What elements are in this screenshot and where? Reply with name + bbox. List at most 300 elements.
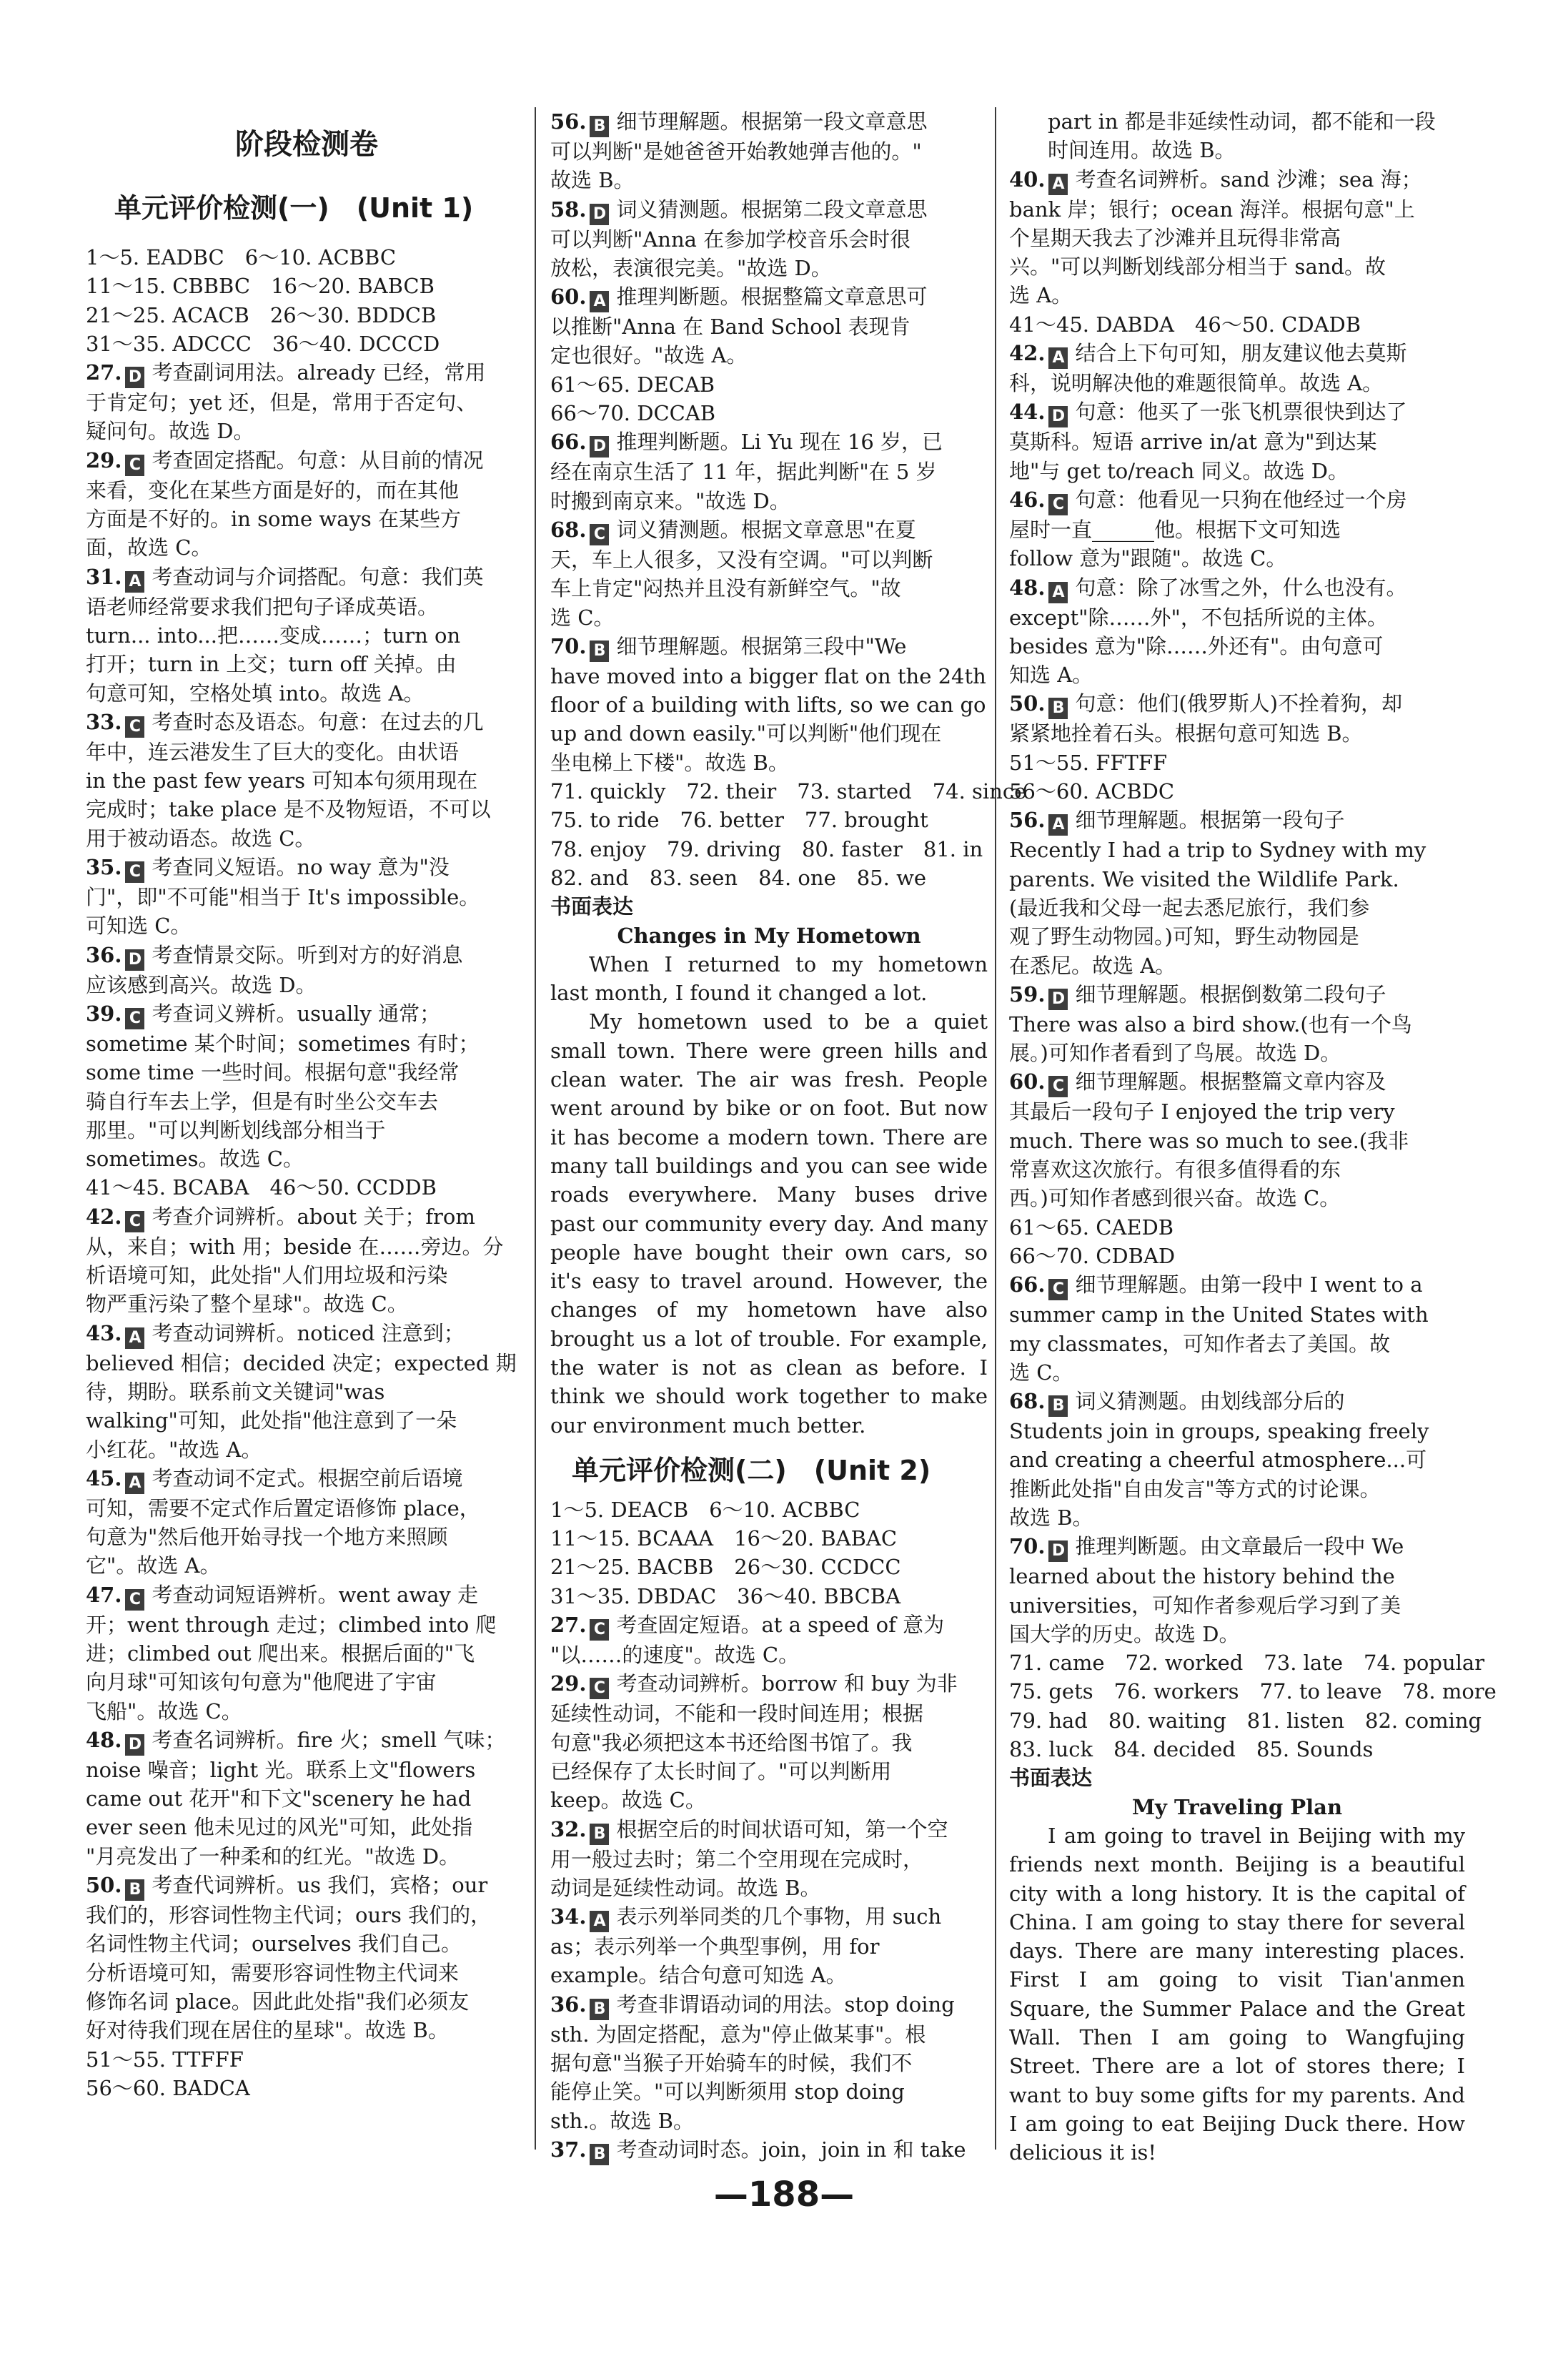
explanation-text: 结合上下句可知，朋友建议他去莫斯 [1075, 341, 1407, 366]
answer-letter-badge: C [125, 1008, 144, 1029]
question-number: 39. [86, 1001, 122, 1026]
explanation-text: 细节理解题。由第一段中 I went to a [1075, 1272, 1423, 1297]
explanation-text: 考查动词与介词搭配。句意：我们英 [152, 564, 484, 589]
answer-letter-badge: A [1048, 347, 1068, 369]
explanation-line: 句意"我必须把这本书还给图书馆了。我 [550, 1730, 913, 1755]
explanation-text: 句意：他看见一只狗在他经过一个房 [1075, 487, 1407, 512]
question-explanation [86, 563, 527, 708]
answer-line: 31～35. DBDAC 36～40. BBCBA [550, 1583, 901, 1608]
explanation-line: "以……的速度"。故选 C。 [550, 1643, 800, 1668]
question-explanation [550, 1815, 988, 1903]
question-explanation [1009, 1532, 1465, 1648]
explanation-line: 用于被动语态。故选 C。 [86, 826, 316, 851]
answer-block [86, 243, 527, 358]
question-head-line [1009, 1067, 1465, 1097]
explanation-line: 可知，需要不定式作后置定语修饰 place， [86, 1495, 480, 1520]
question-explanation [550, 427, 988, 515]
answer-letter-badge: C [125, 1211, 144, 1232]
explanation-line: 放松，表演很完美。"故选 D。 [550, 255, 832, 280]
question-head-line [86, 1319, 527, 1349]
question-number: 33. [86, 709, 122, 734]
question-number: 34. [550, 1904, 587, 1929]
explanation-text: 词义猜测题。根据第二段文章意思 [616, 197, 928, 222]
question-explanation [86, 941, 527, 999]
explanation-line: 莫斯科。短语 arrive in/at 意为"到达某 [1009, 430, 1377, 455]
question-head-line [1009, 980, 1465, 1010]
explanation-line: 可知选 C。 [86, 914, 192, 939]
question-explanation [86, 1726, 527, 1871]
explanation-line: 疑问句。故选 D。 [86, 419, 254, 444]
continued-text: part in 都是非延续性动词，都不能和一段 [1048, 109, 1436, 134]
answer-column-1 [86, 107, 527, 2150]
answer-line: 56～60. ACBDC [1009, 779, 1175, 804]
explanation-line: 在悉尼。故选 A。 [1009, 953, 1176, 978]
question-head-line [1009, 485, 1465, 515]
question-head-line [86, 1726, 527, 1756]
question-explanation [1009, 1270, 1465, 1387]
explanation-text: 细节理解题。根据第一段文章意思 [616, 109, 928, 134]
question-head-line [86, 1464, 527, 1494]
explanation-line: 选 A。 [1009, 283, 1073, 308]
explanation-line: bank 岸；银行；ocean 海洋。根据句意"上 [1009, 197, 1415, 222]
question-head-line [86, 446, 527, 476]
explanation-line: 紧紧地拴着石头。根据句意可知选 B。 [1009, 721, 1363, 746]
explanation-line: sometime 某个时间；sometimes 有时； [86, 1031, 480, 1056]
question-head-line [1009, 165, 1465, 195]
explanation-line: 时搬到南京来。"故选 D。 [550, 488, 790, 513]
explanation-line: 天，车上人很多，又没有空调。"可以判断 [550, 547, 933, 572]
question-number: 44. [1009, 400, 1046, 425]
question-head-line [86, 853, 527, 883]
explanation-text: 根据空后的时间状语可知，第一个空 [616, 1816, 948, 1841]
question-head-line [550, 1990, 988, 2020]
explanation-line: "月亮发出了一种柔和的红光。"故选 D。 [86, 1844, 460, 1869]
fill-answer-line: 71. quickly 72. their 73. started 74. since [550, 779, 1027, 804]
answer-letter-badge: D [125, 949, 144, 971]
explanation-line: except"除……外"，不包括所说的主体。 [1009, 605, 1388, 630]
question-number: 35. [86, 855, 122, 880]
explanation-line: 推断此处指"自由发言"等方式的讨论课。 [1009, 1476, 1381, 1501]
answer-letter-badge: D [125, 1734, 144, 1756]
column-divider-right [995, 107, 996, 2150]
question-head-line [550, 1902, 988, 1932]
question-number: 29. [550, 1671, 587, 1696]
answer-line: 41～45. DABDA 46～50. CDADB [1009, 312, 1361, 337]
answer-letter-badge: A [1048, 582, 1068, 603]
question-head-line [550, 1669, 988, 1699]
explanation-line: 坐电梯上下楼"。故选 B。 [550, 750, 789, 775]
explanation-line: 应该感到高兴。故选 D。 [86, 972, 317, 997]
question-number: 68. [550, 517, 587, 542]
question-head-line [550, 515, 988, 545]
question-head-line [86, 999, 527, 1029]
explanation-line: sth. 为固定搭配，意为"停止做某事"。根 [550, 2022, 926, 2047]
answer-letter-badge: B [590, 1824, 609, 1845]
explanation-line: summer camp in the United States with [1009, 1302, 1429, 1327]
answer-letter-badge: C [590, 1678, 609, 1699]
explanation-line: 从，来自；with 用；beside 在……旁边。分 [86, 1234, 504, 1259]
answer-letter-badge: B [590, 641, 609, 662]
explanation-text: 表示列举同类的几个事物，用 such [616, 1904, 942, 1929]
explanation-line: noise 噪音；light 光。联系上文"flowers [86, 1757, 476, 1782]
explanation-line: example。结合句意可知选 A。 [550, 1963, 847, 1988]
question-number: 59. [1009, 981, 1046, 1007]
question-head-line [550, 1611, 988, 1641]
answer-line: 11～15. CBBBC 16～20. BABCB [86, 274, 435, 299]
explanation-line: 开；went through 走过；climbed into 爬 [86, 1612, 497, 1637]
answer-letter-badge: C [1048, 1279, 1068, 1300]
explanation-line: 定也很好。"故选 A。 [550, 343, 748, 368]
question-number: 29. [86, 447, 122, 473]
question-explanation [550, 1669, 988, 1814]
explanation-text: 考查动词短语辨析。went away 走 [152, 1582, 478, 1607]
answer-letter-badge: C [125, 1589, 144, 1611]
question-number: 43. [86, 1320, 122, 1345]
question-number: 32. [550, 1816, 587, 1841]
explanation-line: 经在南京生活了 11 年，据此判断"在 5 岁 [550, 460, 937, 485]
question-number: 27. [86, 360, 122, 385]
explanation-text: 词义猜测题。根据文章意思"在夏 [616, 517, 916, 542]
explanation-line: There was also a bird show.(也有一个鸟 [1009, 1012, 1412, 1037]
explanation-line: 待，期盼。联系前文关键词"was [86, 1379, 385, 1404]
column-divider-left [535, 107, 536, 2150]
question-explanation [1009, 1067, 1465, 1212]
question-explanation [1009, 806, 1465, 979]
answer-letter-badge: B [1048, 698, 1068, 719]
question-head-line [86, 708, 527, 738]
question-head-line [1009, 1270, 1465, 1300]
explanation-line: 国大学的历史。故选 D。 [1009, 1621, 1240, 1646]
explanation-line: 完成时；take place 是不及物短语，不可以 [86, 797, 491, 822]
explanation-line: 可以判断"是她爸爸开始教她弹吉他的。" [550, 139, 922, 164]
question-explanation [1009, 980, 1465, 1068]
explanation-line: in the past few years 可知本句须用现在 [86, 768, 478, 793]
question-head-line [86, 1202, 527, 1232]
explanation-line: 修饰名词 place。因此此处指"我们必须友 [86, 1989, 470, 2014]
answer-letter-badge: D [125, 367, 144, 388]
answer-line: 11～15. BCAAA 16～20. BABAC [550, 1526, 898, 1551]
explanation-text: 细节理解题。根据整篇文章内容及 [1075, 1069, 1386, 1094]
question-number: 56. [550, 109, 587, 134]
explanation-text: 考查动词时态。join，join in 和 take [616, 2137, 966, 2162]
answer-column-3 [1009, 107, 1497, 2165]
question-number: 36. [550, 1992, 587, 2017]
explanation-line: have moved into a bigger flat on the 24th [550, 663, 986, 688]
explanation-text: 推理判断题。根据整篇文章意思可 [616, 285, 928, 310]
answer-letter-badge: C [1048, 1076, 1068, 1097]
explanation-line: 故选 B。 [550, 168, 635, 193]
explanation-text: 考查名词辨析。fire 火；smell 气味； [152, 1727, 506, 1752]
question-explanation [550, 1990, 988, 2135]
explanation-line: and creating a cheerful atmosphere...可 [1009, 1448, 1427, 1473]
question-head-line [1009, 806, 1465, 836]
question-explanation [550, 1902, 988, 1990]
essay-paragraph: My hometown used to be a quiet small town. There were green hills and clean water. The air was fresh. People went around by bike or on foot. But now it has become a modern town. There are many tall buildings and you can see wide roads everywhere. Many buses drive past our community every day. And many people have bought their own cars, so it's easy to travel around. However, the changes of my hometown have also brought us a lot of trouble. For example, the water is not as clean as before. I think we should work together to make our environment much better. [550, 1009, 988, 1438]
explanation-text: 考查时态及语态。句意：在过去的几 [152, 709, 484, 734]
question-number: 70. [1009, 1534, 1046, 1559]
explanation-text: 细节理解题。根据倒数第二段句子 [1075, 981, 1386, 1007]
question-head-line [1009, 1387, 1465, 1417]
explanation-line: 可以判断"Anna 在参加学校音乐会时很 [550, 227, 911, 252]
writing-label: 书面表达 [1009, 1766, 1093, 1791]
answer-line: 66～70. DCCAB [550, 401, 716, 426]
question-head-line [86, 358, 527, 388]
explanation-line: 分析语境可知，需要形容词性物主代词来 [86, 1960, 460, 1985]
question-number: 48. [1009, 575, 1046, 600]
question-head-line [86, 563, 527, 593]
explanation-line: 以推断"Anna 在 Band School 表现肯 [550, 315, 910, 340]
explanation-text: 考查固定短语。at a speed of 意为 [616, 1613, 945, 1638]
explanation-text: 考查动词辨析。noticed 注意到； [152, 1320, 465, 1345]
answer-letter-badge: B [125, 1879, 144, 1901]
question-head-line [86, 1581, 527, 1611]
answer-line: 21～25. BACBB 26～30. CCDCC [550, 1555, 901, 1580]
explanation-line: 西。)可知作者感到很兴奋。故选 C。 [1009, 1186, 1341, 1211]
fill-answer-line: 82. and 83. seen 84. one 85. we [550, 865, 927, 890]
explanation-line: 向月球"可知该句句意为"他爬进了宇宙 [86, 1670, 437, 1695]
explanation-text: 句意：他买了一张飞机票很快到达了 [1075, 400, 1407, 425]
continued-text: 时间连用。故选 B。 [1048, 138, 1236, 163]
answer-letter-badge: C [125, 455, 144, 476]
question-head-line [1009, 689, 1465, 719]
question-number: 56. [1009, 808, 1046, 833]
explanation-line: floor of a building with lifts, so we can go [550, 693, 986, 718]
question-head-line [1009, 339, 1465, 369]
explanation-line: 地"与 get to/reach 同义。故选 D。 [1009, 458, 1349, 483]
answer-letter-badge: C [1048, 494, 1068, 515]
explanation-line: walking"可知，此处指"他注意到了一朵 [86, 1408, 457, 1433]
question-number: 31. [86, 564, 122, 589]
explanation-line: much. There was so much to see.(我非 [1009, 1128, 1409, 1153]
explanation-text: 词义猜测题。由划线部分后的 [1075, 1389, 1345, 1414]
answer-letter-badge: C [125, 861, 144, 883]
explanation-line: 析语境可知，此处指"人们用垃圾和污染 [86, 1263, 448, 1288]
question-explanation [550, 195, 988, 283]
answer-letter-badge: A [590, 1911, 609, 1932]
question-head-line [1009, 573, 1465, 603]
explanation-line: 面，故选 C。 [86, 535, 212, 560]
page-title: 阶段检测卷 [235, 128, 378, 161]
explanation-line: 句意为"然后他开始寻找一个地方来照顾 [86, 1525, 448, 1550]
explanation-line: up and down easily."可以判断"他们现在 [550, 721, 942, 746]
question-explanation [86, 1464, 527, 1581]
explanation-line: 飞船"。故选 C。 [86, 1698, 242, 1723]
question-explanation [1009, 689, 1465, 748]
explanation-line: 动词是延续性动词。故选 B。 [550, 1875, 821, 1900]
answer-line: 41～45. BCABA 46～50. CCDDB [86, 1175, 437, 1200]
explanation-text: 考查介词辨析。about 关于；from [152, 1204, 475, 1229]
answer-line: 56～60. BADCA [86, 2075, 250, 2100]
question-number: 66. [550, 430, 587, 455]
question-explanation [86, 446, 527, 563]
question-explanation [1009, 573, 1465, 690]
explanation-line: 展。)可知作者看到了鸟展。故选 D。 [1009, 1041, 1341, 1066]
explanation-line: 故选 B。 [1009, 1505, 1093, 1530]
explanation-text: 细节理解题。根据第一段句子 [1075, 808, 1345, 833]
explanation-line: keep。故选 C。 [550, 1788, 706, 1813]
answer-line: 51～55. TTFFF [86, 2047, 244, 2072]
explanation-text: 推理判断题。由文章最后一段中 We [1075, 1534, 1404, 1559]
question-explanation [86, 1319, 527, 1464]
answer-letter-badge: D [590, 436, 609, 458]
explanation-line: 观了野生动物园。)可知，野生动物园是 [1009, 924, 1359, 949]
answer-letter-badge: D [1048, 1540, 1068, 1562]
explanation-line: Recently I had a trip to Sydney with my [1009, 838, 1426, 863]
page-number: —188— [713, 2175, 855, 2215]
explanation-line: 选 C。 [550, 605, 615, 630]
question-number: 42. [86, 1204, 122, 1229]
explanation-line: 年中，连云港发生了巨大的变化。由状语 [86, 739, 460, 764]
question-number: 27. [550, 1613, 587, 1638]
question-head-line [1009, 397, 1465, 427]
explanation-line: 车上肯定"闷热并且没有新鲜空气。"故 [550, 576, 901, 601]
explanation-line: universities，可知作者参观后学习到了美 [1009, 1593, 1401, 1618]
answer-letter-badge: B [590, 1999, 609, 2020]
question-number: 60. [1009, 1069, 1046, 1094]
explanation-line: sometimes。故选 C。 [86, 1147, 304, 1172]
essay-paragraph: I am going to travel in Beijing with my friends next month. Beijing is a beautiful city with a long history. It is the capital of China. I am going to stay there for several days. There are many interesting places. First I am going to visit Tian'anmen Square, the Summer Palace and the Great Wall. Then I am going to Wangfujing Street. There are a lot of stores there; I want to buy some gifts for my parents. And I am going to eat Beijing Duck there. How delicious it is! [1009, 1823, 1465, 2165]
explanation-line: 来看，变化在某些方面是好的，而在其他 [86, 478, 460, 503]
essay-title: My Traveling Plan [1131, 1794, 1343, 1819]
question-number: 47. [86, 1582, 122, 1607]
explanation-line: 屋时一直______他。根据下文可知选 [1009, 517, 1341, 542]
explanation-line: 知选 A。 [1009, 663, 1093, 688]
unit2-title: 单元评价检测(二) (Unit 2) [572, 1454, 931, 1486]
explanation-line: 句意可知，空格处填 into。故选 A。 [86, 681, 425, 706]
explanation-line: 好对待我们现在居住的星球"。故选 B。 [86, 2018, 449, 2043]
explanation-text: 考查副词用法。already 已经，常用 [152, 360, 486, 385]
question-head-line [550, 107, 988, 137]
explanation-line: 用一般过去时；第二个空用现在完成时， [550, 1846, 924, 1871]
unit1-title: 单元评价检测(一) (Unit 1) [114, 192, 474, 224]
fill-answer-line: 78. enjoy 79. driving 80. faster 81. in [550, 836, 983, 861]
explanation-line: 选 C。 [1009, 1360, 1073, 1385]
fill-answer-line: 79. had 80. waiting 81. listen 82. coming [1009, 1708, 1482, 1733]
explanation-line: came out 花开"和下文"scenery he had [86, 1786, 472, 1811]
question-explanation [1009, 339, 1465, 397]
answer-letter-badge: D [590, 204, 609, 225]
explanation-text: 细节理解题。根据第三段中"We [616, 633, 907, 658]
answer-line: 61～65. CAEDB [1009, 1215, 1174, 1240]
question-number: 70. [550, 633, 587, 658]
explanation-line: my classmates，可知作者去了美国。故 [1009, 1331, 1391, 1356]
explanation-line: 延续性动词，不能和一段时间连用；根据 [550, 1701, 924, 1726]
explanation-line: 已经保存了太长时间了。"可以判断用 [550, 1759, 892, 1784]
explanation-text: 考查代词辨析。us 我们，宾格；our [152, 1873, 488, 1898]
answer-letter-badge: C [125, 716, 144, 738]
explanation-text: 考查同义短语。no way 意为"没 [152, 855, 450, 880]
fill-answer-line: 75. to ride 76. better 77. brought [550, 808, 928, 833]
question-explanation [86, 1871, 527, 2044]
explanation-line: 它"。故选 A。 [86, 1553, 221, 1578]
explanation-line: 骑自行车去上学，但是有时坐公交车去 [86, 1089, 439, 1114]
explanation-line: 打开；turn in 上交；turn off 关掉。由 [86, 652, 457, 677]
fill-answer-line: 83. luck 84. decided 85. Sounds [1009, 1737, 1374, 1762]
explanation-line: (最近我和父母一起去悉尼旅行，我们参 [1009, 895, 1370, 920]
question-number: 45. [86, 1465, 122, 1490]
question-explanation [86, 999, 527, 1173]
explanation-line: 个星期天我去了沙滩并且玩得非常高 [1009, 225, 1341, 250]
answer-letter-badge: C [590, 524, 609, 545]
question-head-line [550, 1815, 988, 1845]
question-explanation [86, 358, 527, 446]
question-number: 68. [1009, 1389, 1046, 1414]
explanation-line: 科，说明解决他的难题很简单。故选 A。 [1009, 371, 1384, 396]
question-explanation [86, 853, 527, 941]
explanation-line: believed 相信；decided 决定；expected 期 [86, 1350, 517, 1375]
question-number: 66. [1009, 1272, 1046, 1297]
essay-paragraph: When I returned to my hometown last month, I found it changed a lot. [550, 951, 988, 1006]
fill-answer-line: 71. came 72. worked 73. late 74. popular [1009, 1651, 1485, 1676]
explanation-line: follow 意为"跟随"。故选 C。 [1009, 546, 1287, 571]
answer-letter-badge: B [590, 2144, 609, 2165]
question-head-line [1009, 1532, 1465, 1562]
question-head-line [86, 941, 527, 971]
question-number: 40. [1009, 167, 1046, 192]
explanation-line: sth.。故选 B。 [550, 2108, 694, 2133]
answer-line: 21～25. ACACB 26～30. BDDCB [86, 302, 437, 327]
essay-title: Changes in My Hometown [617, 923, 921, 948]
answer-line: 1～5. DEACB 6～10. ACBBC [550, 1497, 860, 1522]
question-number: 37. [550, 2137, 587, 2162]
question-head-line [550, 282, 988, 312]
explanation-line: 语老师经常要求我们把句子译成英语。 [86, 594, 439, 619]
answer-letter-badge: B [590, 116, 609, 137]
answer-letter-badge: A [125, 571, 144, 593]
answer-letter-badge: D [1048, 989, 1068, 1010]
explanation-text: 考查动词辨析。borrow 和 buy 为非 [616, 1671, 958, 1696]
explanation-line: 于肯定句；yet 还，但是，常用于否定句、 [86, 390, 477, 415]
answer-letter-badge: A [1048, 174, 1068, 195]
explanation-line: learned about the history behind the [1009, 1564, 1395, 1589]
answer-line: 1～5. EADBC 6～10. ACBBC [86, 245, 397, 269]
explanation-text: 考查非谓语动词的用法。stop doing [616, 1992, 955, 2017]
explanation-line: parents. We visited the Wildlife Park. [1009, 866, 1399, 891]
explanation-line: 那里。"可以判断划线部分相当于 [86, 1117, 386, 1142]
question-head-line [550, 2135, 988, 2165]
question-number: 42. [1009, 341, 1046, 366]
explanation-line: Students join in groups, speaking freely [1009, 1419, 1429, 1444]
explanation-text: 考查情景交际。听到对方的好消息 [152, 942, 463, 967]
explanation-text: 句意：他们(俄罗斯人)不拴着狗，却 [1075, 691, 1403, 716]
question-number: 46. [1009, 487, 1046, 512]
answer-column-2 [550, 107, 1027, 2163]
answer-line: 61～65. DECAB [550, 372, 715, 397]
explanation-line: turn... into...把……变成……；turn on [86, 623, 461, 648]
fill-answer-line: 75. gets 76. workers 77. to leave 78. more [1009, 1679, 1497, 1704]
explanation-line: 小红花。"故选 A。 [86, 1437, 262, 1462]
answer-letter-badge: B [1048, 1395, 1068, 1417]
explanation-line: some time 一些时间。根据句意"我经常 [86, 1060, 460, 1085]
question-explanation [1009, 1387, 1465, 1532]
explanation-text: 考查动词不定式。根据空前后语境 [152, 1465, 463, 1490]
explanation-line: 物严重污染了整个星球"。故选 C。 [86, 1292, 408, 1317]
answer-line: 51～55. FFTFF [1009, 750, 1168, 775]
question-explanation [1009, 397, 1465, 485]
question-number: 50. [86, 1873, 122, 1898]
question-explanation [550, 107, 988, 195]
question-number: 48. [86, 1727, 122, 1752]
explanation-line: 能停止笑。"可以判断须用 stop doing [550, 2079, 905, 2105]
question-explanation [86, 1202, 527, 1319]
explanation-line: 名词性物主代词；ourselves 我们自己。 [86, 1932, 462, 1957]
explanation-text: 考查词义辨析。usually 通常； [152, 1001, 441, 1026]
question-explanation [1009, 165, 1465, 310]
explanation-line: as；表示列举一个典型事例，用 for [550, 1934, 880, 1959]
question-explanation [86, 1581, 527, 1726]
question-head-line [86, 1871, 527, 1901]
explanation-text: 考查名词辨析。sand 沙滩；sea 海； [1075, 167, 1422, 192]
